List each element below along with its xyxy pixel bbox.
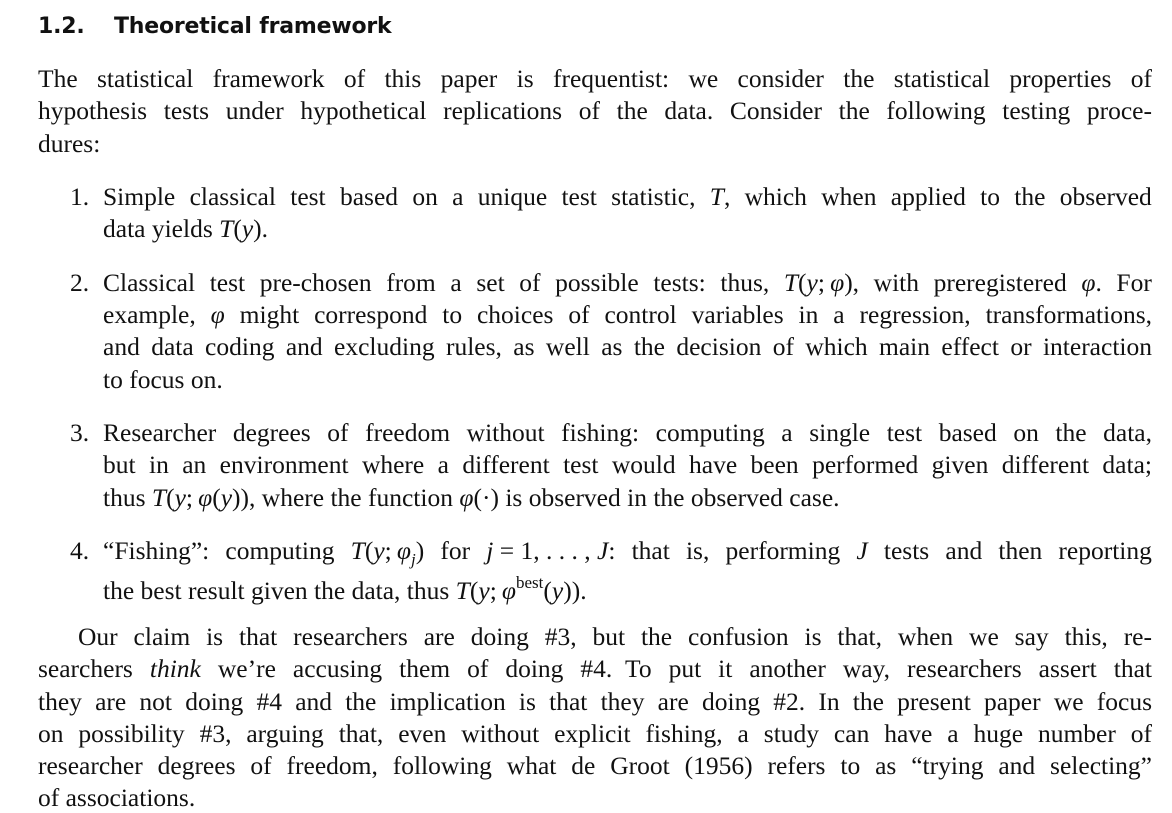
section-heading bbox=[38, 14, 391, 39]
math-paren: ) bbox=[253, 214, 262, 243]
math-T: T bbox=[709, 182, 724, 211]
math-phi: φ bbox=[459, 483, 474, 512]
list-item-number: 4. bbox=[70, 536, 90, 565]
section-title: Theoretical framework bbox=[114, 14, 392, 39]
math-phi: φ bbox=[210, 300, 225, 329]
math-T: T bbox=[151, 483, 167, 512]
math-j: j bbox=[486, 536, 494, 565]
list-item-line: Simple classical test based on a unique test statistic, T, which when applied to the observed bbox=[103, 182, 1152, 211]
list-item-line: “Fishing”: computing T(y; $\varphi_j$) for j = 1, . . . , J: that is, performing J tests and then reporting bbox=[103, 536, 1152, 569]
math-y: y bbox=[373, 536, 385, 565]
math-phi: φ bbox=[830, 268, 845, 297]
math-T: T bbox=[783, 268, 799, 297]
list-item-line: but in an environment where a different test would have been performed given different data; bbox=[103, 450, 1152, 479]
conclusion-line-3: they are not doing #4 and the implication is that they are doing #2. In the present paper we focus bbox=[38, 687, 1152, 716]
list-item-line: thus T(y; φ(y)), where the function φ(·) is observed in the observed case. bbox=[103, 483, 840, 512]
math-y: y bbox=[241, 214, 254, 243]
conclusion-line-2: searchers think we’re accusing them of doing #4. To put it another way, researchers assert that bbox=[38, 654, 1152, 683]
section-number: 1.2. bbox=[38, 14, 85, 39]
intro-line-1: The statistical framework of this paper is frequentist: we consider the statistical properties of bbox=[38, 64, 1152, 93]
list-item-line: Classical test pre-chosen from a set of possible tests: thus, T(y; φ), with preregistered φ. For bbox=[103, 268, 1152, 297]
math-subscript-j: j bbox=[410, 550, 416, 569]
intro-line-3: dures: bbox=[38, 129, 101, 158]
math-J: J bbox=[856, 536, 868, 565]
math-T: T bbox=[455, 576, 470, 605]
math-phi: φ bbox=[1081, 268, 1096, 297]
list-item-number: 2. bbox=[70, 268, 90, 297]
math-y: y bbox=[220, 483, 233, 512]
list-item-line: the best result given the data, thus T(y; $\varphi^{best}(y)$). bbox=[103, 573, 587, 605]
conclusion-line-5: researcher degrees of freedom, following what de Groot (1956) refers to as “trying and selecting” bbox=[38, 751, 1152, 780]
list-item-number: 3. bbox=[70, 418, 90, 447]
math-phi: φ bbox=[501, 576, 516, 605]
list-item-line: and data coding and excluding rules, as well as the decision of which main effect or interaction bbox=[103, 332, 1152, 361]
list-item-line: to focus on. bbox=[103, 365, 223, 394]
math-T: T bbox=[350, 536, 365, 565]
math-y: y bbox=[174, 483, 186, 512]
math-y: y bbox=[478, 576, 490, 605]
math-paren: ( bbox=[233, 214, 242, 243]
conclusion-line-1: Our claim is that researchers are doing #3, but the confusion is that, when we say this, re- bbox=[78, 622, 1152, 651]
list-item-line: data yields T(y). bbox=[103, 214, 269, 243]
conclusion-line-4: on possibility #3, arguing that, even without explicit fishing, a study can have a huge number of bbox=[38, 719, 1152, 748]
list-item-line: example, φ might correspond to choices of control variables in a regression, transformations, bbox=[103, 300, 1152, 329]
intro-line-2: hypothesis tests under hypothetical replications of the data. Consider the following testing proce- bbox=[38, 96, 1152, 125]
math-phi: φ bbox=[396, 536, 411, 565]
math-T: T bbox=[219, 214, 234, 243]
emphasis-think: think bbox=[149, 654, 201, 683]
math-superscript-best: best bbox=[516, 573, 544, 592]
math-cdot: · bbox=[481, 483, 491, 512]
list-item-line: Researcher degrees of freedom without fishing: computing a single test based on the data, bbox=[103, 418, 1152, 447]
list-item-number: 1. bbox=[70, 182, 90, 211]
conclusion-line-6: of associations. bbox=[38, 783, 196, 812]
math-J: J bbox=[596, 536, 609, 565]
math-y: y bbox=[551, 576, 564, 605]
math-phi: φ bbox=[198, 483, 213, 512]
math-y: y bbox=[806, 268, 818, 297]
